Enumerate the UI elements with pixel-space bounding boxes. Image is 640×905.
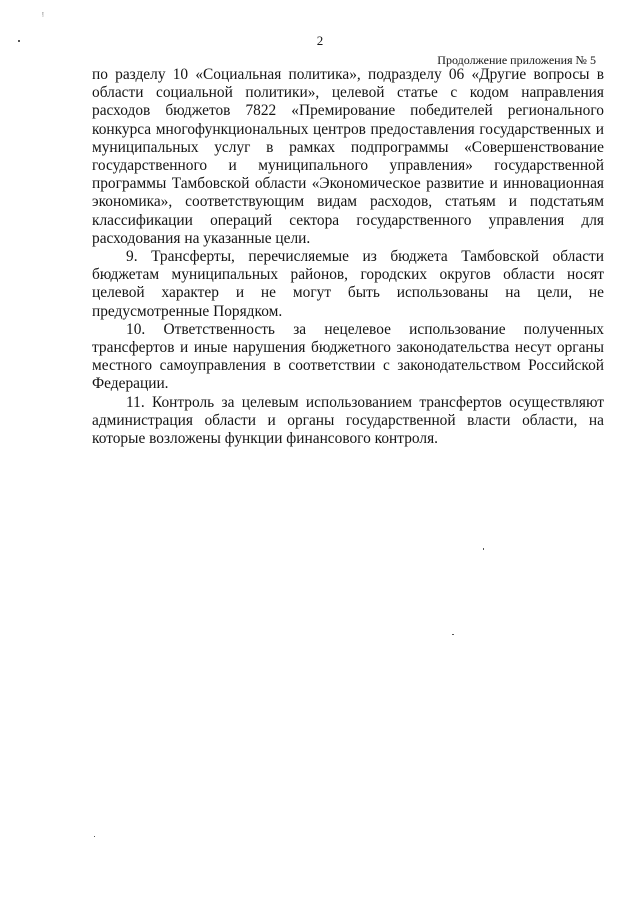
scan-speck <box>452 634 454 635</box>
document-body <box>92 66 604 448</box>
paragraph-item-9: 9. Трансферты, перечисляемые из бюджета Тамбовской области бюджетам муниципальных районов, городских округов области носят целевой характер и не могут быть использованы на цели, не предусмотренные Порядком. <box>92 248 604 320</box>
scan-artifact: ᵎ <box>42 8 44 22</box>
paragraph-item-11: 11. Контроль за целевым использованием трансфертов осуществляют администрация области и органы государственной власти области, на которые возложены функции финансового контроля. <box>92 393 604 448</box>
paragraph-item-10: 10. Ответственность за нецелевое использование полученных трансфертов и иные нарушения бюджетного законодательства несут органы местного самоуправления в соответствии с законодательством Российской Федерации. <box>92 320 604 393</box>
scan-speck <box>483 548 484 550</box>
paragraph-continuation: по разделу 10 «Социальная политика», подразделу 06 «Другие вопросы в области социальной политики», целевой статье с кодом направления расходов бюджетов 7822 «Премирование победителей регионального конкурса многофункциональных центров предоставления государственных и муниципальных услуг в рамках подпрограммы «Совершенствование государственного и муниципального управления» государственной программы Тамбовской области «Экономическое развитие и инновационная экономика», соответствующим видам расходов, статьям и подстатьям классификации операций сектора государственного управления для расходования на указанные цели. <box>92 66 604 247</box>
page-number: 2 <box>316 33 324 48</box>
scan-speck <box>94 836 95 837</box>
appendix-continuation-note: Продолжение приложения № 5 <box>437 53 596 67</box>
